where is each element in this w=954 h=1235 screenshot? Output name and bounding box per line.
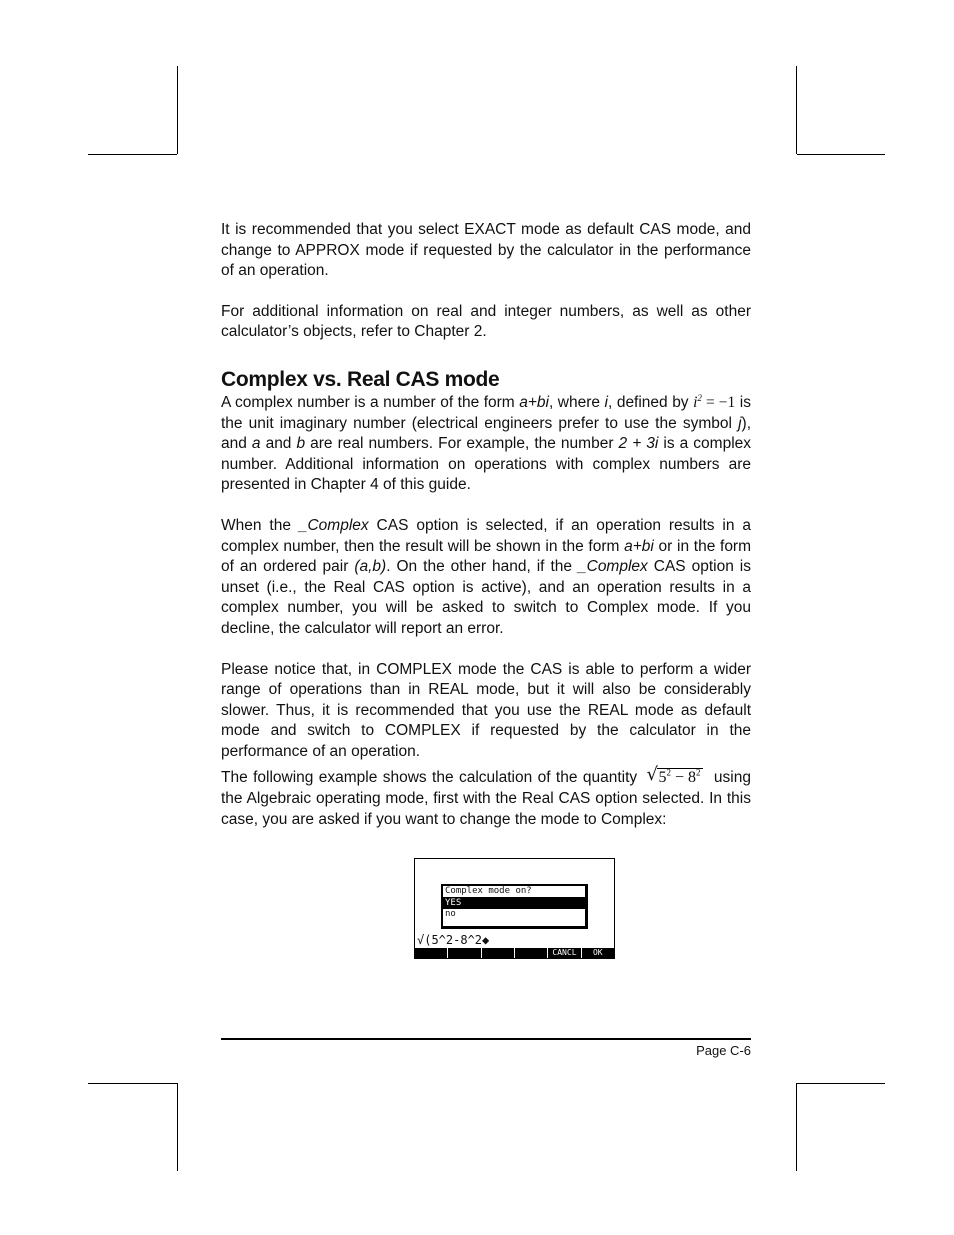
- complex-mode-dialog: [441, 884, 588, 929]
- softkey-ok[interactable]: OK: [582, 948, 614, 958]
- calculator-entry-line: √(5^2-8^2◆: [417, 933, 490, 947]
- calculator-screenshot: [414, 858, 615, 959]
- paragraph-complex-number: A complex number is a number of the form a+bi, where i, defined by $i^2 = -1$ is the unit imaginary number (electrical engineers prefer to use the symbol j), and a and b are real numbers. For example, the number 2 + 3i is a complex number. Additional information on operations with complex numbers are presented in Chapter 4 of this guide.: [221, 392, 752, 494]
- crop-mark-top-left-horizontal: [88, 154, 177, 155]
- footer-rule: [221, 1038, 751, 1040]
- softkey-cancel[interactable]: CANCL: [548, 948, 580, 958]
- section-heading: Complex vs. Real CAS mode: [221, 367, 500, 391]
- page-content: [221, 220, 751, 850]
- softkey-bar: [415, 948, 614, 958]
- paragraph-additional-info: For additional information on real and integer numbers, as well as other calculator’s objects, refer to Chapter 2.: [221, 302, 751, 341]
- crop-mark-bottom-right-horizontal: [797, 1083, 885, 1084]
- option-no[interactable]: no: [445, 909, 456, 919]
- softkey-2[interactable]: [448, 948, 480, 958]
- paragraph-complex-option: When the _Complex CAS option is selected, if an operation results in a complex number, then the result will be shown in the form a+bi or in the form of an ordered pair (a,b). On the other hand, if the _Complex CAS option is unset (i.e., the Real CAS option is active), and an operation results in a complex number, you will be asked to switch to Complex mode. If you decline, the calculator will report an error.: [221, 516, 752, 637]
- dialog-title: Complex mode on?: [443, 886, 585, 898]
- square-root-expression: √ $5^2 - 8^2$: [646, 764, 701, 787]
- equation-i-squared: $i^2$: [693, 392, 702, 411]
- crop-mark-top-right-vertical: [796, 66, 797, 154]
- crop-mark-top-right-horizontal: [797, 154, 885, 155]
- paragraph-example: The following example shows the calculation of the quantity √ $5^2 - 8^2$ using the Algebraic operating mode, first with the Real CAS option selected. In this case, you are asked if you want to change the mode to Complex:: [221, 764, 751, 828]
- crop-mark-top-left-vertical: [177, 66, 178, 154]
- paragraph-complex-mode-notice: Please notice that, in COMPLEX mode the CAS is able to perform a wider range of operations than in REAL mode, but it will also be considerably slower. Thus, it is recommended that you use the REAL mode as default mode and switch to COMPLEX if requested by the calculator in the performance of an operation.: [221, 660, 751, 760]
- crop-mark-bottom-right-vertical: [796, 1083, 797, 1171]
- softkey-1[interactable]: [415, 948, 447, 958]
- crop-mark-bottom-left-horizontal: [88, 1083, 177, 1084]
- equation-rhs: = −1: [701, 393, 736, 411]
- crop-mark-bottom-left-vertical: [177, 1083, 178, 1171]
- softkey-4[interactable]: [515, 948, 547, 958]
- softkey-3[interactable]: [482, 948, 514, 958]
- paragraph-exact-mode: It is recommended that you select EXACT mode as default CAS mode, and change to APPROX mode if requested by the calculator in the performance of an operation.: [221, 221, 751, 280]
- page-number: Page C-6: [696, 1043, 751, 1058]
- option-yes[interactable]: YES: [443, 898, 585, 909]
